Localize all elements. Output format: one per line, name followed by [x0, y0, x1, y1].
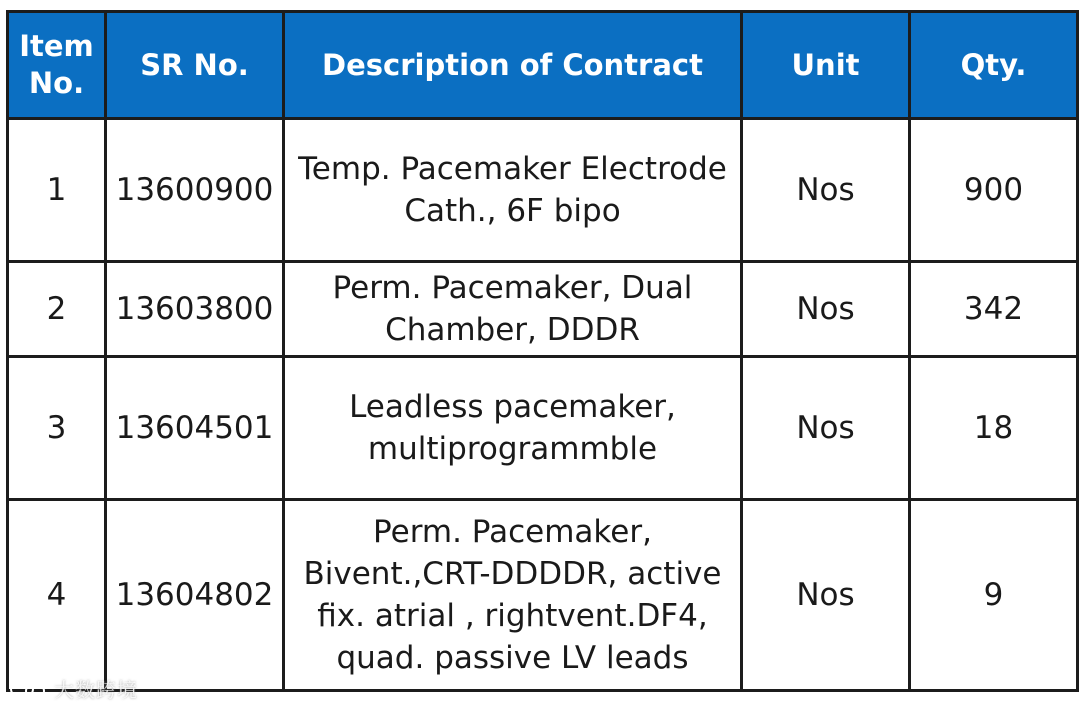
table-row — [8, 262, 1078, 357]
cell-description — [284, 262, 742, 357]
description-text: Perm. Pacemaker, Bivent.,CRT-DDDDR, active fix. atrial , rightvent.DF4, quad. passive LV leads — [303, 514, 722, 676]
cell-unit: Nos — [742, 500, 910, 691]
cell-item: 1 — [8, 119, 106, 262]
cell-sr: 13600900 — [106, 119, 284, 262]
header-unit — [742, 12, 910, 119]
table-row — [8, 500, 1078, 691]
cell-item: 4 — [8, 500, 106, 691]
header-qty — [910, 12, 1078, 119]
cell-description — [284, 119, 742, 262]
cell-description — [284, 357, 742, 500]
header-sr-no — [106, 12, 284, 119]
header-description — [284, 12, 742, 119]
watermark — [8, 674, 138, 703]
cell-unit: Nos — [742, 262, 910, 357]
cell-item: 2 — [8, 262, 106, 357]
header-row — [8, 12, 1078, 119]
header-unit-label: Unit — [791, 47, 860, 82]
header-item-no-label: Item No. — [19, 29, 94, 100]
description-text: Leadless pacemaker, multiprogrammble — [349, 389, 676, 467]
header-sr-no-label: SR No. — [140, 47, 249, 82]
cell-item: 3 — [8, 357, 106, 500]
cell-qty: 342 — [910, 262, 1078, 357]
cell-unit: Nos — [742, 357, 910, 500]
cell-qty: 9 — [910, 500, 1078, 691]
cell-sr: 13604501 — [106, 357, 284, 500]
table-row — [8, 357, 1078, 500]
table-row — [8, 119, 1078, 262]
header-item-no — [8, 12, 106, 119]
header-qty-label: Qty. — [960, 47, 1027, 82]
cell-sr: 13603800 — [106, 262, 284, 357]
contract-table — [6, 10, 1079, 692]
cell-unit: Nos — [742, 119, 910, 262]
header-description-label: Description of Contract — [322, 47, 703, 82]
cell-sr: 13604802 — [106, 500, 284, 691]
cell-description — [284, 500, 742, 691]
cell-qty: 18 — [910, 357, 1078, 500]
cell-qty: 900 — [910, 119, 1078, 262]
description-text: Perm. Pacemaker, Dual Chamber, DDDR — [332, 270, 693, 348]
watermark-text: 大数跨境 — [54, 678, 138, 702]
description-text: Temp. Pacemaker Electrode Cath., 6F bipo — [298, 151, 727, 229]
wechat-logo-icon — [8, 677, 48, 701]
